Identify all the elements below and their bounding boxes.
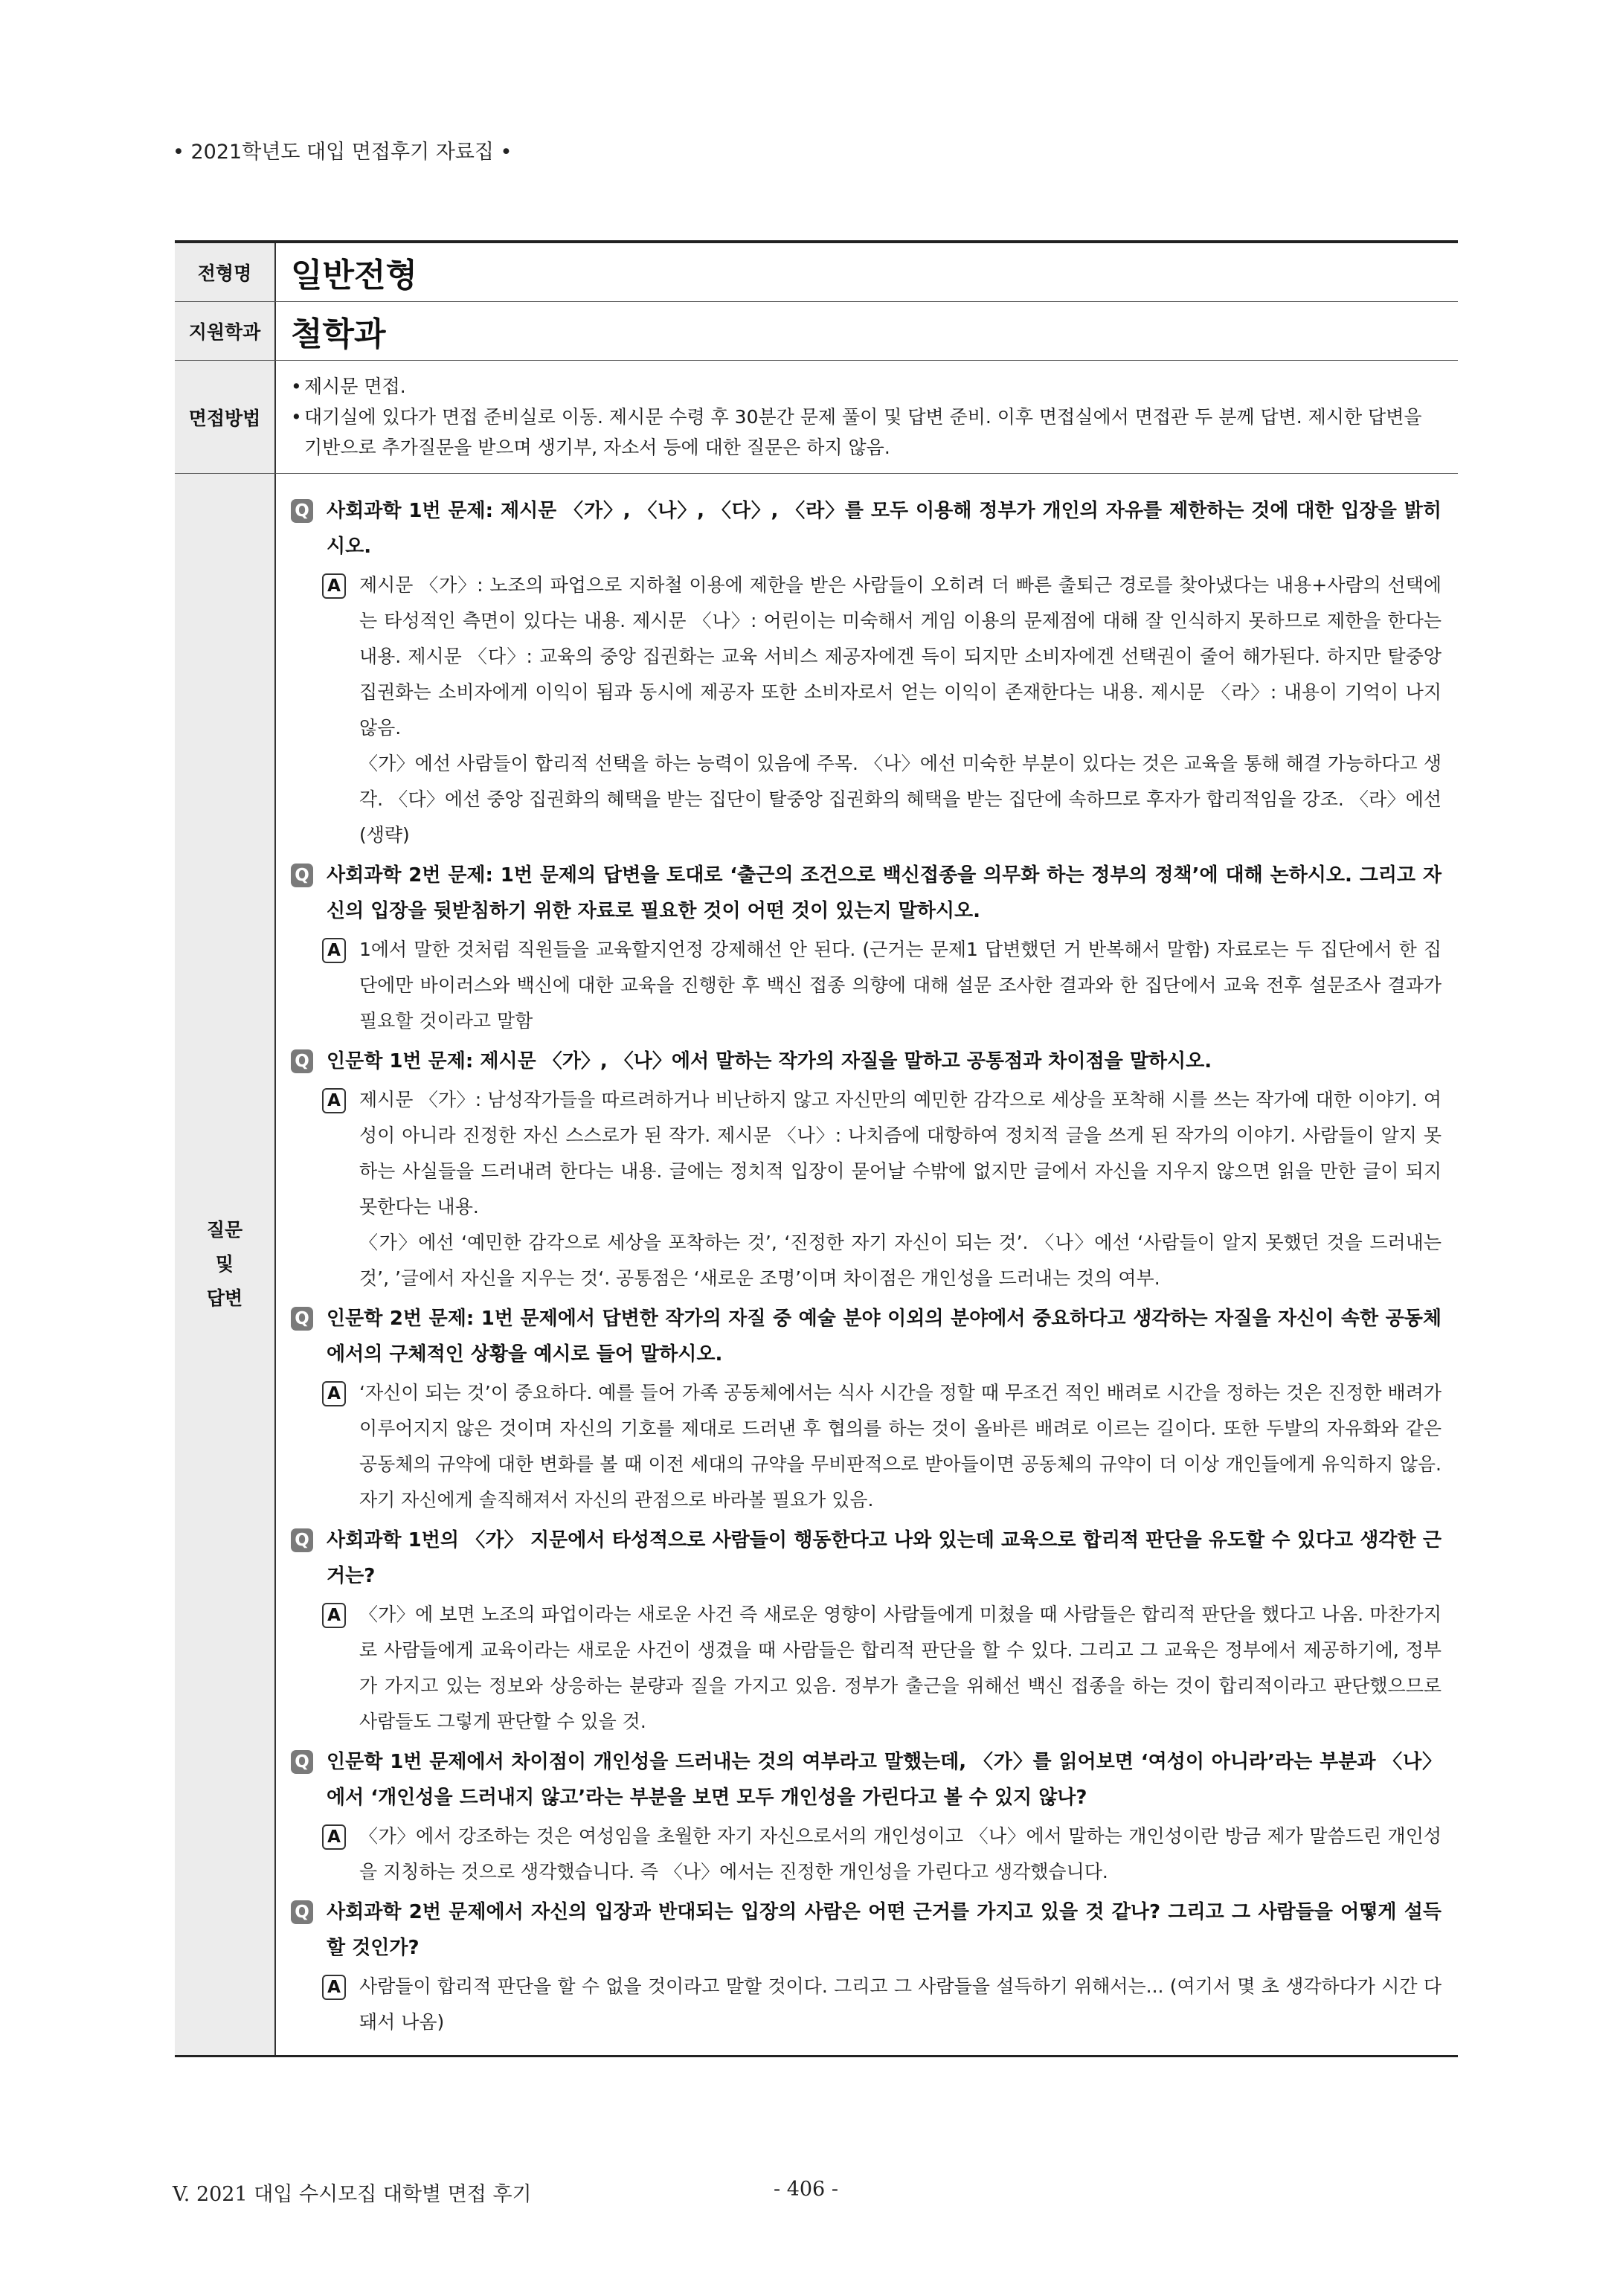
question [291, 1522, 1442, 1594]
question-text: 사회과학 1번 문제: 제시문 〈가〉, 〈나〉, 〈다〉, 〈라〉를 모두 이용해 정부가 개인의 자유를 제한하는 것에 대한 입장을 밝히시오. [327, 500, 1442, 558]
qa-item [291, 1522, 1442, 1740]
question-badge-icon: Q [291, 499, 313, 523]
answer-body [359, 1969, 1442, 2040]
question-badge-icon: Q [291, 1750, 313, 1774]
question-text: 인문학 2번 문제: 1번 문제에서 답변한 작가의 자질 중 예술 분야 이외의 분야에서 중요하다고 생각하는 자질을 자신이 속한 공동체에서의 구체적인 상황을 예시로 들어 말하시오. [327, 1308, 1442, 1366]
label-interview-method: 면접방법 [175, 361, 276, 473]
answer-body [359, 1082, 1442, 1296]
row-department [175, 302, 1458, 361]
footer-section-title: V. 2021 대입 수시모집 대학별 면접 후기 [173, 2183, 532, 2206]
answer-paragraph: 〈가〉에선 사람들이 합리적 선택을 하는 능력이 있음에 주목. 〈나〉에선 미숙한 부분이 있다는 것은 교육을 통해 해결 가능하다고 생각. 〈다〉에선 중앙 집권화의 혜택을 받는 집단이 탈중앙 집권화의 혜택을 받는 집단에 속하므로 후자가 합리적임을 강조. 〈라〉에선 (생략) [359, 753, 1442, 846]
answer-badge-icon: A [322, 1381, 346, 1406]
answer-body [359, 567, 1442, 853]
question [291, 1044, 1442, 1079]
question-text: 사회과학 2번 문제: 1번 문제의 답변을 토대로 ‘출근의 조건으로 백신접종을 의무화 하는 정부의 정책’에 대해 논하시오. 그리고 자신의 입장을 뒷받침하기 위한 자료로 필요한 것이 어떤 것이 있는지 말하시오. [327, 864, 1442, 922]
row-admission-type [175, 243, 1458, 302]
question-badge-icon: Q [291, 864, 313, 887]
answer-paragraph: 〈가〉에서 강조하는 것은 여성임을 초월한 자기 자신으로서의 개인성이고 〈나〉에서 말하는 개인성이란 방금 제가 말씀드린 개인성을 지칭하는 것으로 생각했습니다. 즉 〈나〉에서는 진정한 개인성을 가린다고 생각했습니다. [359, 1825, 1442, 1882]
question-badge-icon: Q [291, 1049, 313, 1073]
method-item: • 제시문 면접. [291, 376, 406, 397]
answer [322, 1597, 1442, 1740]
interview-table [175, 240, 1458, 2057]
answer-badge-icon: A [322, 1975, 346, 2000]
answer-body [359, 932, 1442, 1039]
document-header: • 2021학년도 대입 면접후기 자료집 • [173, 141, 512, 164]
answer-body [359, 1375, 1442, 1518]
answer-body [359, 1597, 1442, 1740]
answer [322, 1819, 1442, 1890]
question-badge-icon: Q [291, 1307, 313, 1331]
label-department: 지원학과 [175, 302, 276, 360]
value-department: 철학과 [291, 315, 386, 353]
answer-paragraph: ‘자신이 되는 것’이 중요하다. 예를 들어 가족 공동체에서는 식사 시간을 정할 때 무조건 적인 배려로 시간을 정하는 것은 진정한 배려가 이루어지지 않은 것이며 자신의 기호를 제대로 드러낸 후 협의를 하는 것이 올바른 배려로 이르는 길이다. 또한 두발의 자유화와 같은 공동체의 규약에 대한 변화를 볼 때 이전 세대의 규약을 무비판적으로 받아들이면 공동체의 규약이 더 이상 개인들에게 유익하지 않음. 자기 자신에게 솔직해져서 자신의 관점으로 바라볼 필요가 있음. [359, 1382, 1442, 1511]
row-interview-method [175, 361, 1458, 474]
qa-list [276, 474, 1458, 2055]
row-questions-answers [175, 474, 1458, 2055]
label-questions-answers: 질문 및 답변 [175, 474, 276, 2055]
qa-item [291, 493, 1442, 853]
answer-badge-icon: A [322, 1088, 346, 1113]
question-text: 사회과학 2번 문제에서 자신의 입장과 반대되는 입장의 사람은 어떤 근거를 가지고 있을 것 같나? 그리고 그 사람들을 어떻게 설득할 것인가? [327, 1901, 1442, 1959]
label-admission-type: 전형명 [175, 243, 276, 301]
qa-item [291, 1894, 1442, 2040]
answer-badge-icon: A [322, 938, 346, 963]
question-badge-icon: Q [291, 1528, 313, 1552]
qa-item [291, 1744, 1442, 1890]
answer-paragraph: 〈가〉에선 ‘예민한 감각으로 세상을 포착하는 것’, ‘진정한 자기 자신이 되는 것’. 〈나〉에선 ‘사람들이 알지 못했던 것을 드러내는 것’, ’글에서 자신을 지우는 것‘. 공통점은 ‘새로운 조명’이며 차이점은 개인성을 드러내는 것의 여부. [359, 1232, 1442, 1289]
answer-badge-icon: A [322, 573, 346, 599]
question [291, 1894, 1442, 1966]
answer [322, 1375, 1442, 1518]
answer-paragraph: 〈가〉에 보면 노조의 파업이라는 새로운 사건 즉 새로운 영향이 사람들에게 미쳤을 때 사람들은 합리적 판단을 했다고 나옴. 마찬가지로 사람들에게 교육이라는 새로운 사건이 생겼을 때 사람들은 합리적 판단을 할 수 있다. 그리고 그 교육은 정부에서 제공하기에, 정부가 가지고 있는 정보와 상응하는 분량과 질을 가지고 있음. 정부가 출근을 위해선 백신 접종을 하는 것이 합리적이라고 판단했으므로 사람들도 그렇게 판단할 수 있을 것. [359, 1604, 1442, 1732]
answer-badge-icon: A [322, 1824, 346, 1850]
question [291, 858, 1442, 929]
answer [322, 1969, 1442, 2040]
answer [322, 1082, 1442, 1296]
qa-item [291, 1044, 1442, 1296]
question-text: 인문학 1번 문제에서 차이점이 개인성을 드러내는 것의 여부라고 말했는데, 〈가〉를 읽어보면 ‘여성이 아니라’라는 부분과 〈나〉에서 ‘개인성을 드러내지 않고’라는 부분을 보면 모두 개인성을 가린다고 볼 수 있지 않나? [327, 1751, 1442, 1809]
question-badge-icon: Q [291, 1900, 313, 1924]
answer-paragraph: 제시문 〈가〉: 남성작가들을 따르려하거나 비난하지 않고 자신만의 예민한 감각으로 세상을 포착해 시를 쓰는 작가에 대한 이야기. 여성이 아니라 진정한 자신 스스로가 된 작가. 제시문 〈나〉: 나치즘에 대항하여 정치적 글을 쓰게 된 작가의 이야기. 사람들이 알지 못하는 사실들을 드러내려 한다는 내용. 글에는 정치적 입장이 묻어날 수밖에 없지만 글에서 자신을 지우지 않으면 읽을 만한 글이 되지 못한다는 내용. [359, 1089, 1442, 1218]
page-number: - 406 - [774, 2178, 838, 2201]
answer-paragraph: 1에서 말한 것처럼 직원들을 교육할지언정 강제해선 안 된다. (근거는 문제1 답변했던 거 반복해서 말함) 자료로는 두 집단에서 한 집단에만 바이러스와 백신에 대한 교육을 진행한 후 백신 접종 의향에 대해 설문 조사한 결과와 한 집단에서 교육 전후 설문조사 결과가 필요할 것이라고 말함 [359, 939, 1442, 1032]
answer-paragraph: 사람들이 합리적 판단을 할 수 없을 것이라고 말할 것이다. 그리고 그 사람들을 설득하기 위해서는... (여기서 몇 초 생각하다가 시간 다 돼서 나옴) [359, 1975, 1442, 2033]
question [291, 1301, 1442, 1372]
answer-body [359, 1819, 1442, 1890]
answer [322, 932, 1442, 1039]
qa-item [291, 858, 1442, 1039]
answer-paragraph: 제시문 〈가〉: 노조의 파업으로 지하철 이용에 제한을 받은 사람들이 오히려 더 빠른 출퇴근 경로를 찾아냈다는 내용+사람의 선택에는 타성적인 측면이 있다는 내용. 제시문 〈나〉: 어린이는 미숙해서 게임 이용의 문제점에 대해 잘 인식하지 못하므로 제한을 한다는 내용. 제시문 〈다〉: 교육의 중앙 집권화는 교육 서비스 제공자에겐 득이 되지만 소비자에겐 선택권이 줄어 해가된다. 하지만 탈중앙 집권화는 소비자에게 이익이 됨과 동시에 제공자 또한 소비자로서 얻는 이익이 존재한다는 내용. 제시문 〈라〉: 내용이 기억이 나지 않음. [359, 574, 1442, 739]
question-text: 사회과학 1번의 〈가〉 지문에서 타성적으로 사람들이 행동한다고 나와 있는데 교육으로 합리적 판단을 유도할 수 있다고 생각한 근거는? [327, 1529, 1442, 1587]
question [291, 1744, 1442, 1816]
answer-badge-icon: A [322, 1603, 346, 1628]
value-admission-type: 일반전형 [291, 257, 418, 295]
question-text: 인문학 1번 문제: 제시문 〈가〉, 〈나〉에서 말하는 작가의 자질을 말하고 공통점과 차이점을 말하시오. [327, 1050, 1212, 1073]
interview-method-list [276, 361, 1458, 473]
method-item: • 대기실에 있다가 면접 준비실로 이동. 제시문 수령 후 30분간 문제 풀이 및 답변 준비. 이후 면접실에서 면접관 두 분께 답변. 제시한 답변을 기반으로 추가질문을 받으며 생기부, 자소서 등에 대한 질문은 하지 않음. [291, 406, 1422, 458]
question [291, 493, 1442, 565]
qa-item [291, 1301, 1442, 1518]
answer [322, 567, 1442, 853]
